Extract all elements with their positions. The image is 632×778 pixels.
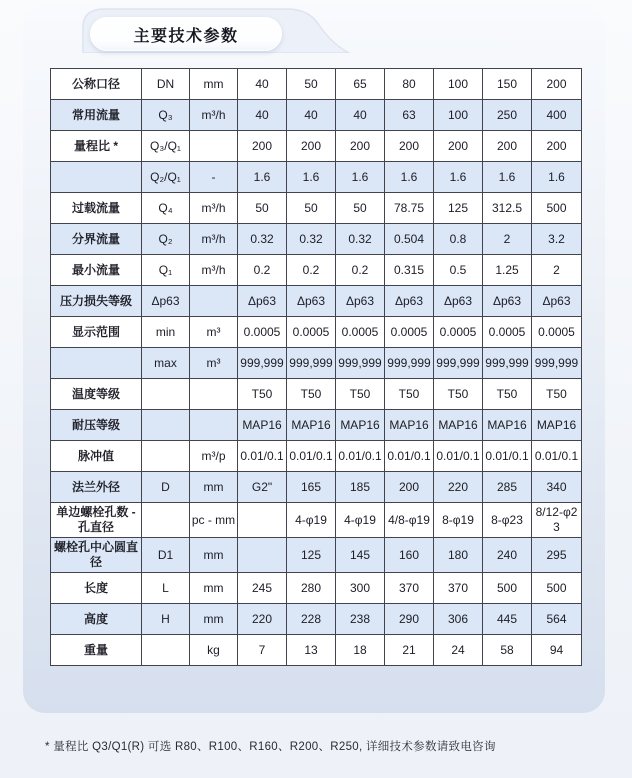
param-value: 24	[434, 635, 483, 666]
param-value: 1.6	[483, 162, 532, 193]
param-value: 285	[483, 472, 532, 503]
param-label: 量程比 *	[51, 131, 142, 162]
param-unit: mm	[190, 538, 238, 573]
param-symbol: Q₁	[142, 255, 190, 286]
param-symbol: DN	[142, 69, 190, 100]
param-value: 200	[434, 131, 483, 162]
param-value: MAP16	[385, 410, 434, 441]
param-value: 0.0005	[238, 317, 287, 348]
param-value: 0.0005	[287, 317, 336, 348]
param-value: 0.2	[336, 255, 385, 286]
param-value: 0.32	[287, 224, 336, 255]
table-row	[51, 472, 582, 503]
param-value: 7	[238, 635, 287, 666]
param-symbol: min	[142, 317, 190, 348]
param-value: Δp63	[434, 286, 483, 317]
param-value: 999,999	[532, 348, 582, 379]
param-unit: m³/h	[190, 100, 238, 131]
param-value: 0.0005	[336, 317, 385, 348]
param-value: 0.01/0.1	[238, 441, 287, 472]
param-unit: m³	[190, 348, 238, 379]
param-value: T50	[483, 379, 532, 410]
param-value: 220	[434, 472, 483, 503]
param-value: 340	[532, 472, 582, 503]
param-symbol	[142, 410, 190, 441]
param-value: 1.6	[532, 162, 582, 193]
param-unit: mm	[190, 604, 238, 635]
param-value: 240	[483, 538, 532, 573]
param-value: 50	[238, 193, 287, 224]
table-row	[51, 100, 582, 131]
param-value: 312.5	[483, 193, 532, 224]
param-value: 63	[385, 100, 434, 131]
table-row	[51, 255, 582, 286]
table-row	[51, 131, 582, 162]
param-label: 法兰外径	[51, 472, 142, 503]
param-value: 100	[434, 69, 483, 100]
param-value: 0.01/0.1	[532, 441, 582, 472]
param-unit: m³	[190, 317, 238, 348]
param-label: 压力损失等级	[51, 286, 142, 317]
param-value: 1.6	[336, 162, 385, 193]
param-value: Δp63	[483, 286, 532, 317]
param-value: 306	[434, 604, 483, 635]
param-label: 耐压等级	[51, 410, 142, 441]
param-value: Δp63	[385, 286, 434, 317]
param-value: T50	[385, 379, 434, 410]
param-symbol: L	[142, 573, 190, 604]
param-value: 564	[532, 604, 582, 635]
param-symbol: D	[142, 472, 190, 503]
param-value: 21	[385, 635, 434, 666]
param-unit: pc - mm	[190, 503, 238, 538]
param-value: 999,999	[434, 348, 483, 379]
param-symbol: D1	[142, 538, 190, 573]
param-value	[238, 538, 287, 573]
param-value: MAP16	[483, 410, 532, 441]
param-value: 3.2	[532, 224, 582, 255]
param-value: 4-φ19	[287, 503, 336, 538]
param-unit: m³/h	[190, 224, 238, 255]
param-value: 0.01/0.1	[287, 441, 336, 472]
param-value: 13	[287, 635, 336, 666]
param-label	[51, 162, 142, 193]
param-value: 999,999	[385, 348, 434, 379]
param-value: MAP16	[434, 410, 483, 441]
param-label: 长度	[51, 573, 142, 604]
param-value: 100	[434, 100, 483, 131]
param-label: 显示范围	[51, 317, 142, 348]
param-value: 500	[483, 573, 532, 604]
param-symbol: H	[142, 604, 190, 635]
title-badge	[90, 17, 282, 51]
param-value: 250	[483, 100, 532, 131]
param-value: 999,999	[287, 348, 336, 379]
param-value: T50	[287, 379, 336, 410]
param-value: 290	[385, 604, 434, 635]
param-value: 500	[532, 193, 582, 224]
param-value: 0.01/0.1	[336, 441, 385, 472]
param-value: 0.0005	[483, 317, 532, 348]
param-value: 50	[287, 69, 336, 100]
param-label: 分界流量	[51, 224, 142, 255]
param-symbol	[142, 503, 190, 538]
param-value: 0.32	[336, 224, 385, 255]
param-value: 200	[336, 131, 385, 162]
param-label: 重量	[51, 635, 142, 666]
param-value: 200	[483, 131, 532, 162]
table-row	[51, 162, 582, 193]
param-value: G2"	[238, 472, 287, 503]
param-label: 螺栓孔中心圆直径	[51, 538, 142, 573]
param-symbol	[142, 379, 190, 410]
param-value: 0.0005	[532, 317, 582, 348]
param-value: 8/12-φ23	[532, 503, 582, 538]
table-row	[51, 348, 582, 379]
param-value: 40	[238, 69, 287, 100]
table-row	[51, 604, 582, 635]
param-label	[51, 348, 142, 379]
param-unit: mm	[190, 472, 238, 503]
param-label: 常用流量	[51, 100, 142, 131]
table-row	[51, 224, 582, 255]
param-value: 200	[532, 69, 582, 100]
param-value: 180	[434, 538, 483, 573]
param-unit	[190, 286, 238, 317]
param-value: 200	[385, 131, 434, 162]
param-value: 50	[287, 193, 336, 224]
param-symbol: Q₃/Q₁	[142, 131, 190, 162]
param-symbol: max	[142, 348, 190, 379]
param-unit: m³/p	[190, 441, 238, 472]
param-unit: mm	[190, 573, 238, 604]
param-value: Δp63	[287, 286, 336, 317]
param-value: 400	[532, 100, 582, 131]
param-value: 2	[532, 255, 582, 286]
param-value: T50	[434, 379, 483, 410]
param-value: 370	[385, 573, 434, 604]
param-value: 1.6	[238, 162, 287, 193]
param-unit	[190, 410, 238, 441]
param-value: 145	[336, 538, 385, 573]
param-symbol: Q₂/Q₁	[142, 162, 190, 193]
param-value: MAP16	[238, 410, 287, 441]
table-row	[51, 317, 582, 348]
param-value: 78.75	[385, 193, 434, 224]
param-value: 4-φ19	[336, 503, 385, 538]
param-value: 8-φ23	[483, 503, 532, 538]
param-value: 0.0005	[385, 317, 434, 348]
param-symbol: Q₂	[142, 224, 190, 255]
param-value: 160	[385, 538, 434, 573]
param-value: 18	[336, 635, 385, 666]
param-value: 2	[483, 224, 532, 255]
param-value: 1.6	[385, 162, 434, 193]
param-unit: m³/h	[190, 193, 238, 224]
table-row	[51, 69, 582, 100]
page-title: 主要技术参数	[133, 27, 239, 45]
param-value: 4/8-φ19	[385, 503, 434, 538]
param-value: 40	[238, 100, 287, 131]
param-value: 40	[287, 100, 336, 131]
param-value: 150	[483, 69, 532, 100]
param-value: MAP16	[287, 410, 336, 441]
param-value: 220	[238, 604, 287, 635]
param-value: 228	[287, 604, 336, 635]
param-label: 单边螺栓孔数 - 孔直径	[51, 503, 142, 538]
param-value: 0.2	[238, 255, 287, 286]
param-value: 0.01/0.1	[385, 441, 434, 472]
param-value: 370	[434, 573, 483, 604]
param-unit: mm	[190, 69, 238, 100]
param-symbol: Q₃	[142, 100, 190, 131]
param-value: 0.01/0.1	[434, 441, 483, 472]
param-value: 165	[287, 472, 336, 503]
param-label: 脉冲值	[51, 441, 142, 472]
param-value: 238	[336, 604, 385, 635]
table-row	[51, 193, 582, 224]
param-label: 高度	[51, 604, 142, 635]
param-value: 200	[532, 131, 582, 162]
param-value: 0.0005	[434, 317, 483, 348]
param-value: 200	[287, 131, 336, 162]
param-value: T50	[532, 379, 582, 410]
param-value: 40	[336, 100, 385, 131]
table-row	[51, 286, 582, 317]
spec-card	[23, 6, 605, 713]
param-value: 125	[287, 538, 336, 573]
param-value: 1.6	[434, 162, 483, 193]
param-value: 0.2	[287, 255, 336, 286]
param-value: 1.25	[483, 255, 532, 286]
param-value: 999,999	[238, 348, 287, 379]
param-value: 8-φ19	[434, 503, 483, 538]
param-value: 94	[532, 635, 582, 666]
param-label: 温度等级	[51, 379, 142, 410]
table-row	[51, 379, 582, 410]
param-value: 999,999	[336, 348, 385, 379]
footnote: * 量程比 Q3/Q1(R) 可选 R80、R100、R160、R200、R250, 详细技术参数请致电咨询	[45, 741, 496, 753]
param-value: 0.315	[385, 255, 434, 286]
param-value: MAP16	[336, 410, 385, 441]
param-label: 最小流量	[51, 255, 142, 286]
param-value: 280	[287, 573, 336, 604]
table-row	[51, 538, 582, 573]
param-value: 245	[238, 573, 287, 604]
param-value: 185	[336, 472, 385, 503]
param-value: 58	[483, 635, 532, 666]
param-value: 80	[385, 69, 434, 100]
param-value: 0.01/0.1	[483, 441, 532, 472]
param-unit	[190, 131, 238, 162]
param-value: 125	[434, 193, 483, 224]
param-value: 0.32	[238, 224, 287, 255]
param-value: 0.8	[434, 224, 483, 255]
param-value: 1.6	[287, 162, 336, 193]
param-label: 过载流量	[51, 193, 142, 224]
param-value: T50	[238, 379, 287, 410]
param-value: MAP16	[532, 410, 582, 441]
param-unit: kg	[190, 635, 238, 666]
param-value: 500	[532, 573, 582, 604]
spec-table	[50, 68, 582, 666]
param-value: 295	[532, 538, 582, 573]
param-value: 200	[238, 131, 287, 162]
param-value: T50	[336, 379, 385, 410]
param-value: 65	[336, 69, 385, 100]
param-value: 0.504	[385, 224, 434, 255]
param-value: Δp63	[238, 286, 287, 317]
param-value: Δp63	[532, 286, 582, 317]
table-row	[51, 410, 582, 441]
param-symbol	[142, 441, 190, 472]
param-value: 200	[385, 472, 434, 503]
spec-table-body	[51, 69, 582, 666]
param-symbol: Q₄	[142, 193, 190, 224]
table-row	[51, 635, 582, 666]
table-row	[51, 441, 582, 472]
param-unit	[190, 379, 238, 410]
param-value: 50	[336, 193, 385, 224]
param-value: 0.5	[434, 255, 483, 286]
param-value: Δp63	[336, 286, 385, 317]
param-value: 445	[483, 604, 532, 635]
param-value: 999,999	[483, 348, 532, 379]
param-symbol: Δp63	[142, 286, 190, 317]
param-symbol	[142, 635, 190, 666]
param-unit: m³/h	[190, 255, 238, 286]
param-value	[238, 503, 287, 538]
param-label: 公称口径	[51, 69, 142, 100]
table-row	[51, 573, 582, 604]
param-value: 300	[336, 573, 385, 604]
table-row	[51, 503, 582, 538]
param-unit: -	[190, 162, 238, 193]
